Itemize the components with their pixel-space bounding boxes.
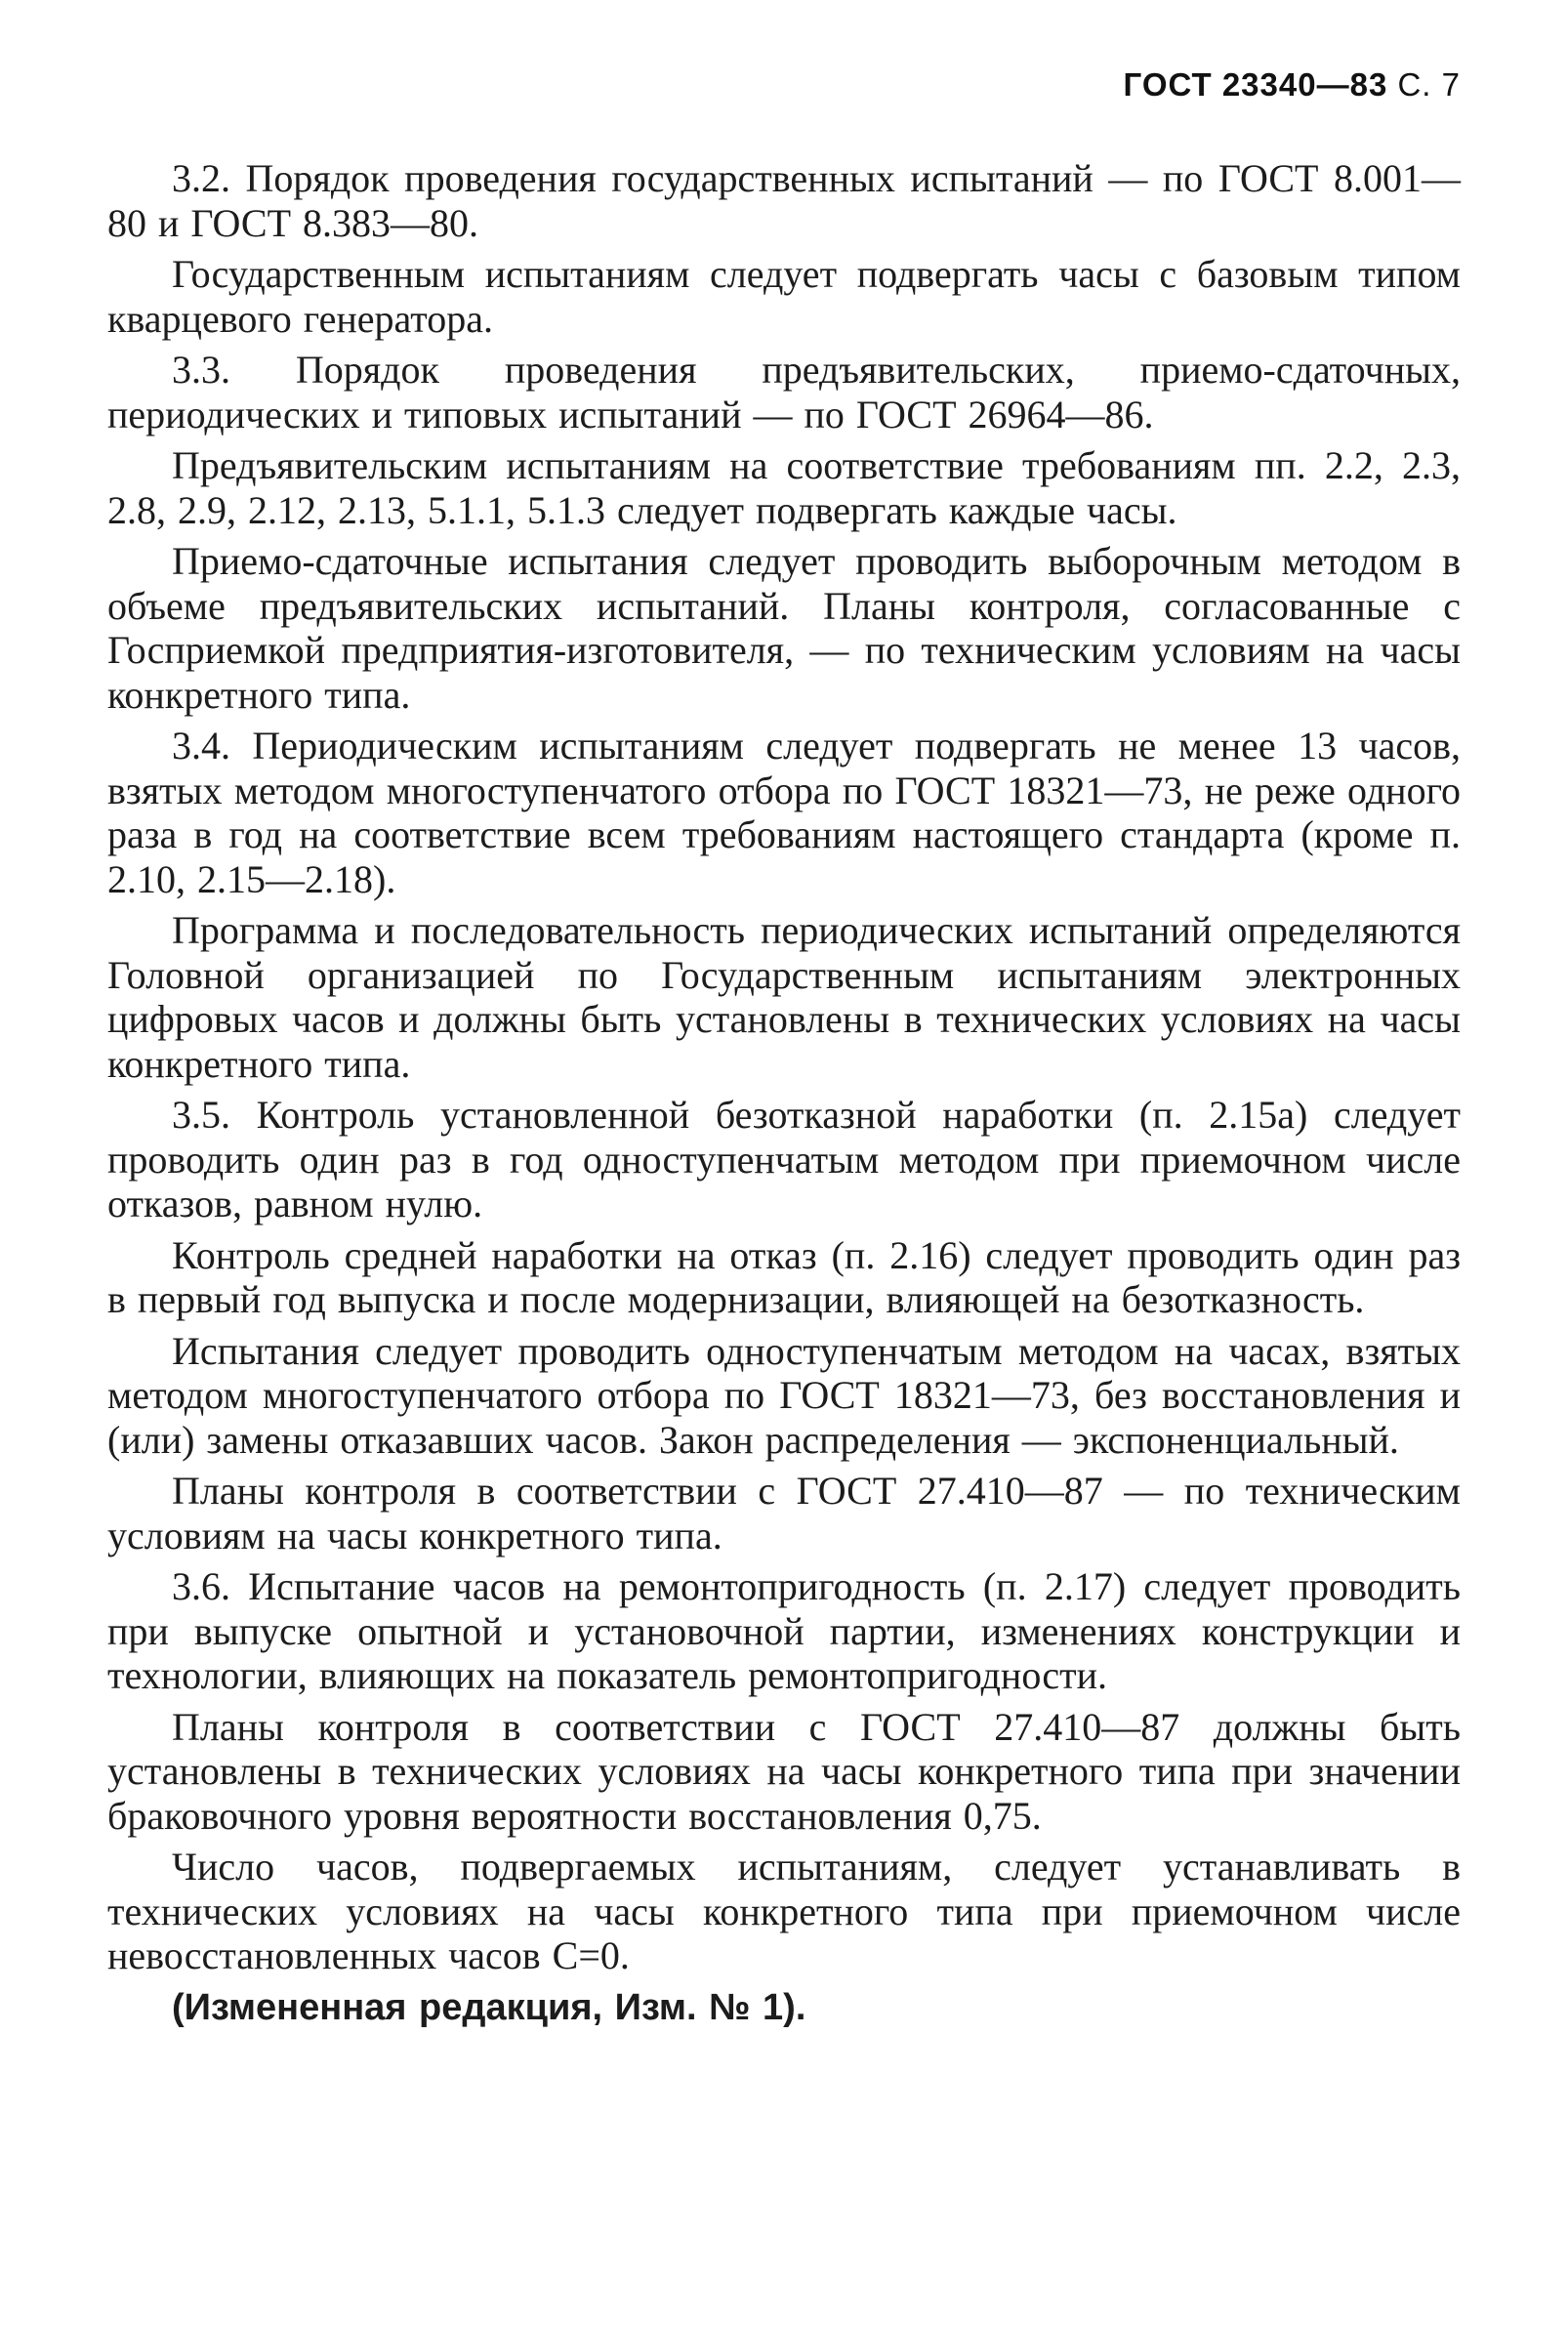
paragraph: Программа и последовательность периодических испытаний определяются Головной организацией по Государственным испытаниям электронных цифровых часов и должны быть установлены в технических условиях на часы конкретного типа. — [107, 908, 1461, 1086]
paragraph-3-4: 3.4. Периодическим испытаниям следует подвергать не менее 13 часов, взятых методом многоступенчатого отбора по ГОСТ 18321—73, не реже одного раза в год на соответствие всем требованиям настоящего стандарта (кроме п. 2.10, 2.15—2.18). — [107, 724, 1461, 901]
paragraph: Государственным испытаниям следует подвергать часы с базовым типом кварцевого генератора. — [107, 252, 1461, 341]
paragraph: Планы контроля в соответствии с ГОСТ 27.410—87 должны быть установлены в технических условиях на часы конкретного типа при значении браковочного уровня вероятности восстановления 0,75. — [107, 1704, 1461, 1838]
standard-number: ГОСТ 23340—83 — [1123, 66, 1388, 103]
paragraph-3-3: 3.3. Порядок проведения предъявительских, приемо-сдаточных, периодических и типовых испытаний — по ГОСТ 26964—86. — [107, 348, 1461, 436]
amendment-note: (Измененная редакция, Изм. № 1). — [172, 1986, 806, 2028]
paragraph: Предъявительским испытаниям на соответствие требованиям пп. 2.2, 2.3, 2.8, 2.9, 2.12, 2.13, 5.1.1, 5.1.3 следует подвергать каждые часы. — [107, 443, 1461, 532]
document-body — [107, 156, 1461, 2037]
paragraph-3-2: 3.2. Порядок проведения государственных испытаний — по ГОСТ 8.001—80 и ГОСТ 8.383—80. — [107, 156, 1461, 245]
paragraph: Контроль средней наработки на отказ (п. 2.16) следует проводить один раз в первый год выпуска и после модернизации, влияющей на безотказность. — [107, 1232, 1461, 1321]
paragraph-3-6: 3.6. Испытание часов на ремонтопригодность (п. 2.17) следует проводить при выпуске опытной и установочной партии, изменениях конструкции и технологии, влияющих на показатель ремонтопригодности. — [107, 1564, 1461, 1697]
paragraph: Планы контроля в соответствии с ГОСТ 27.410—87 — по техническим условиям на часы конкретного типа. — [107, 1469, 1461, 1557]
paragraph: Приемо-сдаточные испытания следует проводить выборочным методом в объеме предъявительских испытаний. Планы контроля, согласованные с Госприемкой предприятия-изготовителя, — по техническим условиям на часы конкретного типа. — [107, 539, 1461, 717]
paragraph: Испытания следует проводить одноступенчатым методом на часах, взятых методом многоступенчатого отбора по ГОСТ 18321—73, без восстановления и (или) замены отказавших часов. Закон распределения — экспоненциальный. — [107, 1328, 1461, 1462]
page-number: С. 7 — [1397, 66, 1461, 103]
page-header — [1124, 66, 1461, 104]
paragraph-3-5: 3.5. Контроль установленной безотказной наработки (п. 2.15а) следует проводить один раз в год одноступенчатым методом при приемочном числе отказов, равном нулю. — [107, 1093, 1461, 1225]
paragraph: Число часов, подвергаемых испытаниям, следует устанавливать в технических условиях на часы конкретного типа при приемочном числе невосстановленных часов С=0. — [107, 1845, 1461, 1977]
